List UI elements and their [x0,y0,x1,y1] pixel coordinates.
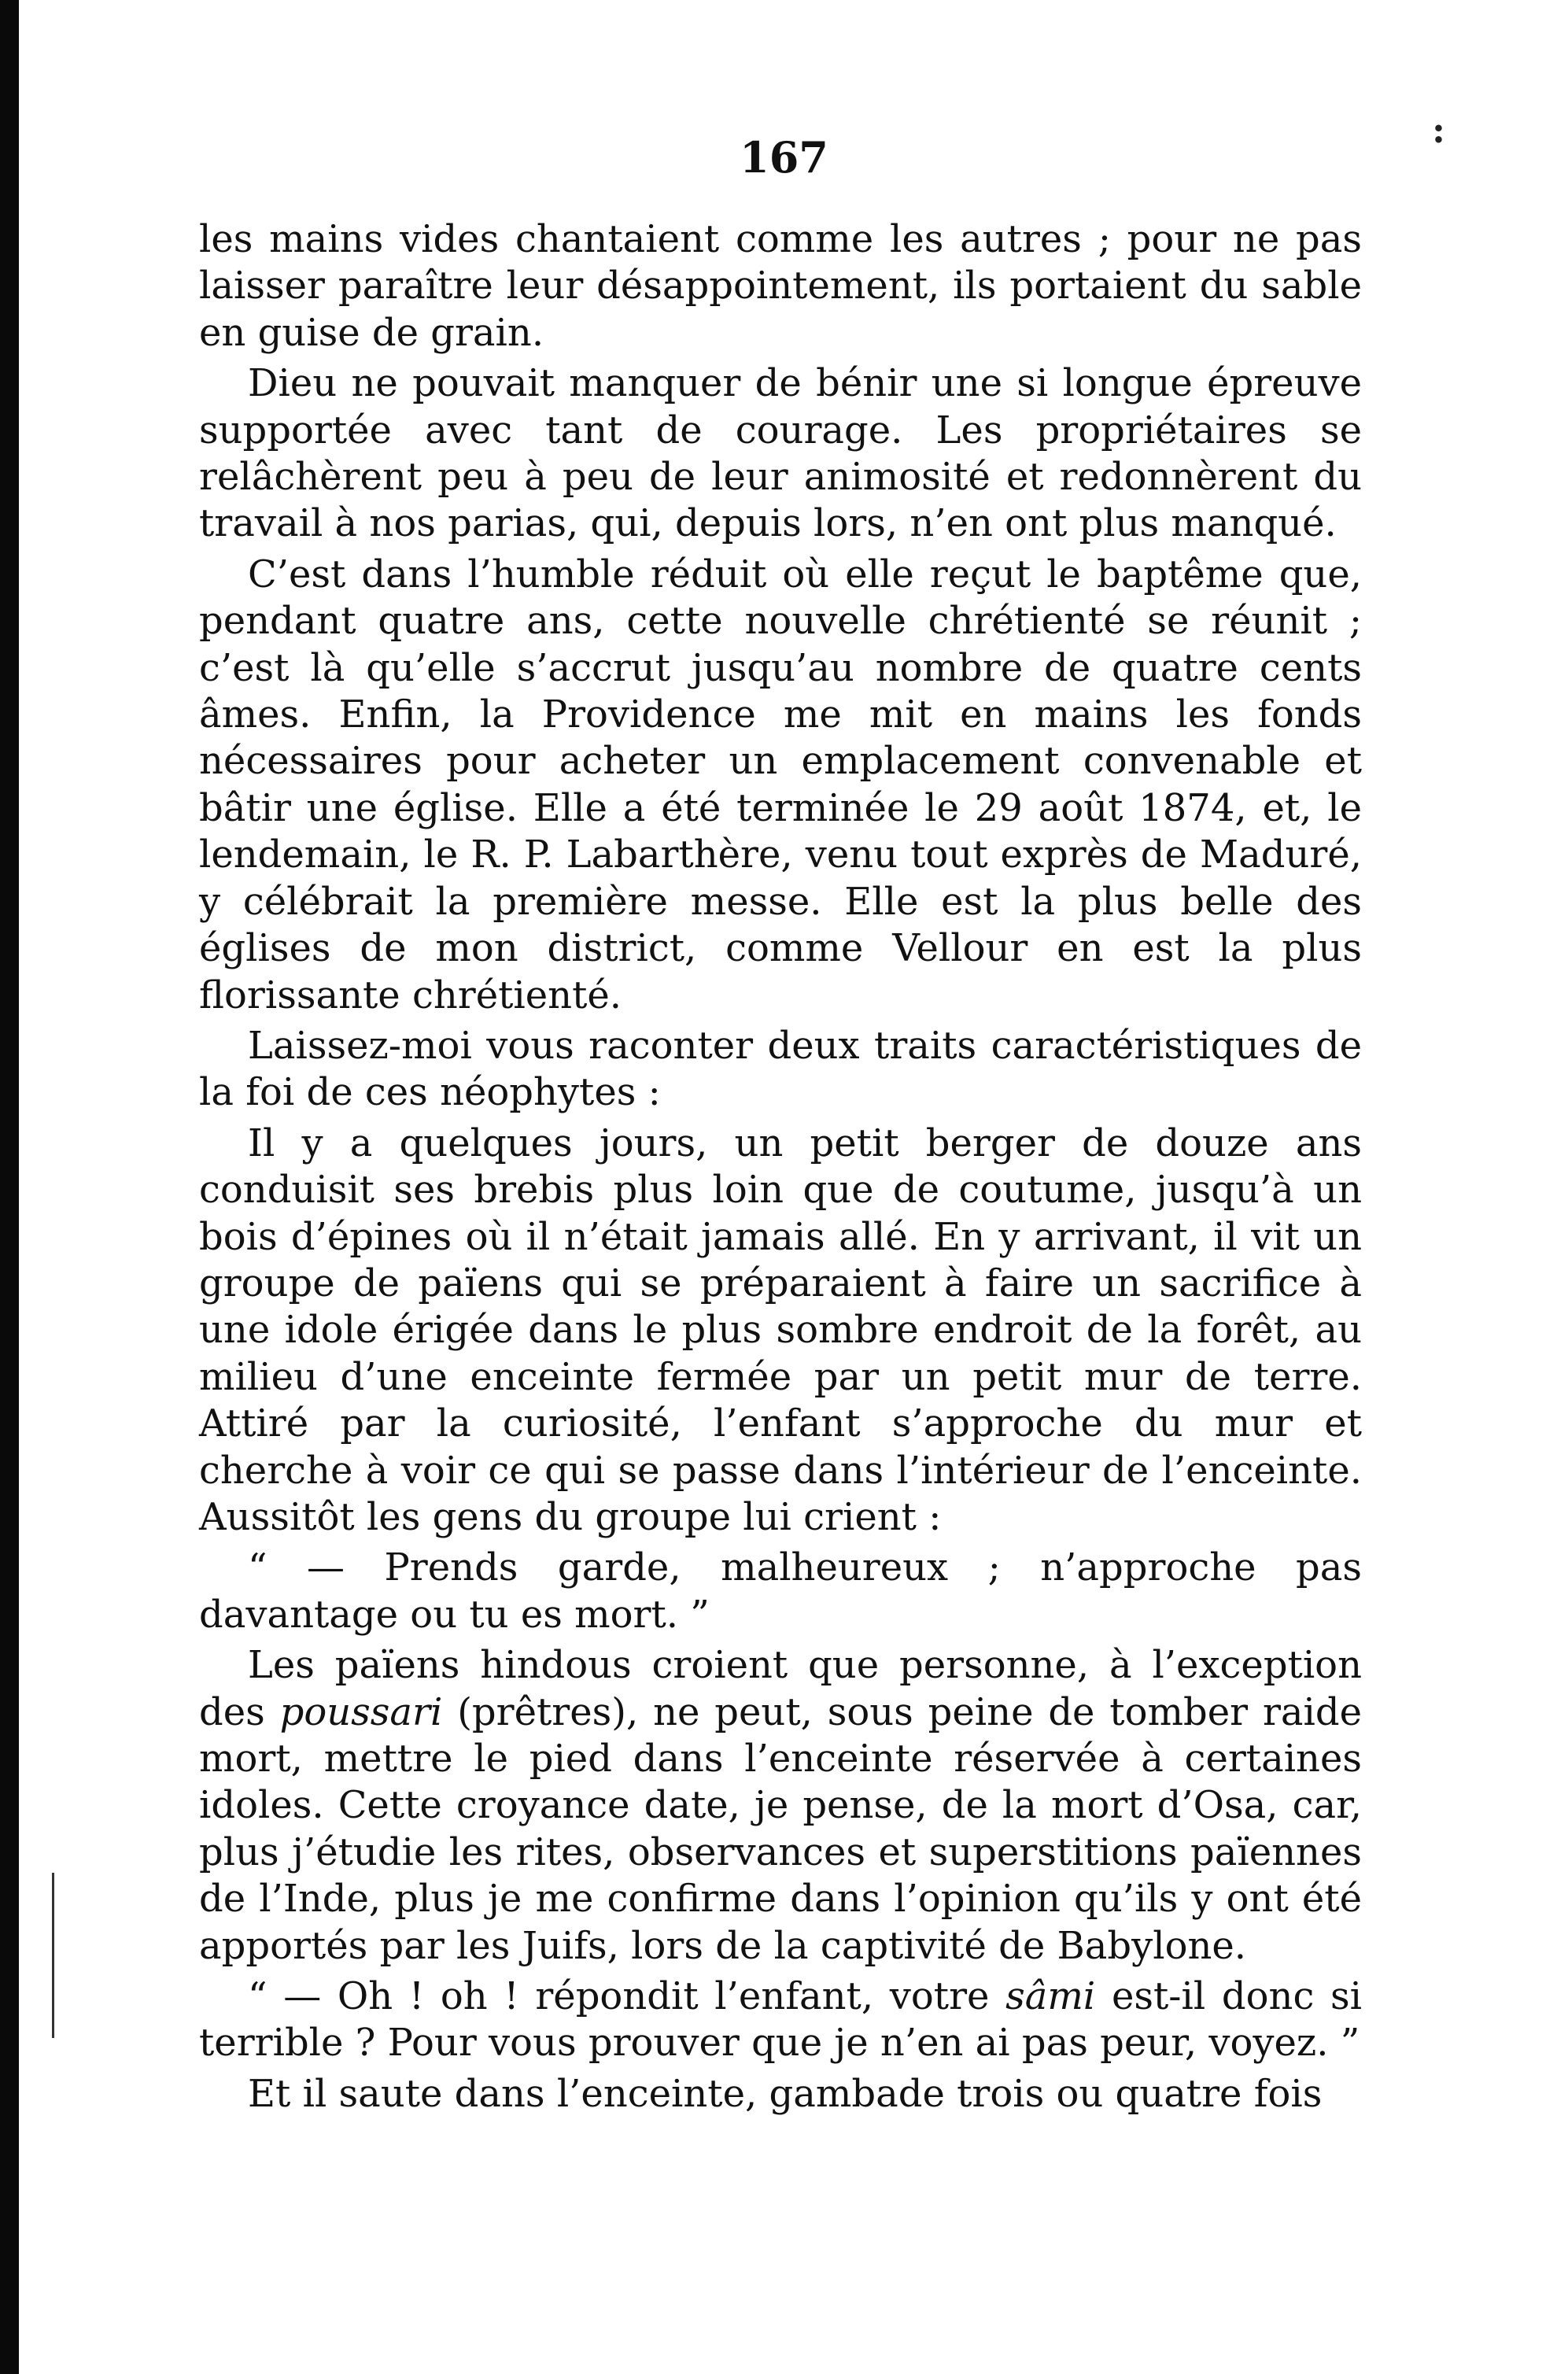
paragraph [199,2071,1362,2117]
paragraph-text: C’est dans l’humble réduit où elle reçut le baptême que, pendant quatre ans, cette nouvelle chrétienté se réunit ; c’est là qu’elle s’accrut jusqu’au nombre de quatre cents âmes. Enfin, la Providence me mit en mains les fonds nécessaires pour acheter un emplacement convenable et bâtir une église. Elle a été terminée le 29 août 1874, et, le lendemain, le R. P. Labarthère, venu tout exprès de Maduré, y célébrait la première messe. Elle est la plus belle des églises de mon district, comme Vellour en est la plus florissante chrétienté. [199,552,1362,1017]
paragraph [199,360,1362,548]
paragraph [199,1023,1362,1117]
paragraph-continued [199,216,1362,356]
italic-term: poussari [279,1689,443,1734]
paragraph-text: “ — Oh ! oh ! répondit l’enfant, votre [248,1974,1006,2019]
page-binding-edge [0,0,19,2374]
paragraph-text: Et il saute dans l’enceinte, gambade trois ou quatre fois [248,2071,1323,2116]
paragraph [199,552,1362,1019]
paragraph-text: est-il donc si terrible ? Pour vous prouver que je n’en ai pas peur, voyez. ” [199,1974,1363,2066]
body-text [199,216,1362,2121]
corner-mark: : [1432,109,1445,151]
paragraph-text: les mains vides chantaient comme les autres ; pour ne pas laisser paraître leur désappointement, ils portaient du sable en guise de grain. [199,217,1362,355]
margin-mark [52,1873,54,2038]
paragraph-text: Laissez-moi vous raconter deux traits caractéristiques de la foi de ces néophytes : [199,1023,1362,1115]
quote-paragraph [199,1973,1362,2067]
page-number: 167 [740,132,828,183]
paragraph [199,1642,1362,1970]
quote-paragraph [199,1545,1362,1638]
paragraph-text: Il y a quelques jours, un petit berger de douze ans conduisit ses brebis plus loin que de coutume, jusqu’à un bois d’épines où il n’était jamais allé. En y arrivant, il vit un groupe de païens qui se préparaient à faire un sacrifice à une idole érigée dans le plus sombre endroit de la forêt, au milieu d’une enceinte fermée par un petit mur de terre. Attiré par la curiosité, l’enfant s’approche du mur et cherche à voir ce qui se passe dans l’intérieur de l’enceinte. Aussitôt les gens du groupe lui crient : [199,1121,1362,1539]
paragraph-text: Les païens hindous croient que personne, à l’exception des [199,1643,1362,1734]
italic-term: sâmi [1005,1974,1096,2019]
paragraph-text: “ — Prends garde, malheureux ; n’approche pas davantage ou tu es mort. ” [199,1545,1362,1637]
paragraph-text: Dieu ne pouvait manquer de bénir une si longue épreuve supportée avec tant de courage. Les propriétaires se relâchèrent peu à peu de leur animosité et redonnèrent du travail à nos parias, qui, depuis lors, n’en ont plus manqué. [199,361,1362,546]
paragraph-text: (prêtres), ne peut, sous peine de tomber raide mort, mettre le pied dans l’enceinte réservée à certaines idoles. Cette croyance date, je pense, de la mort d’Osa, car, plus j’étudie les rites, observances et superstitions païennes de l’Inde, plus je me confirme dans l’opinion qu’ils y ont été apportés par les Juifs, lors de la captivité de Babylone. [199,1689,1362,1968]
paragraph [199,1121,1362,1541]
